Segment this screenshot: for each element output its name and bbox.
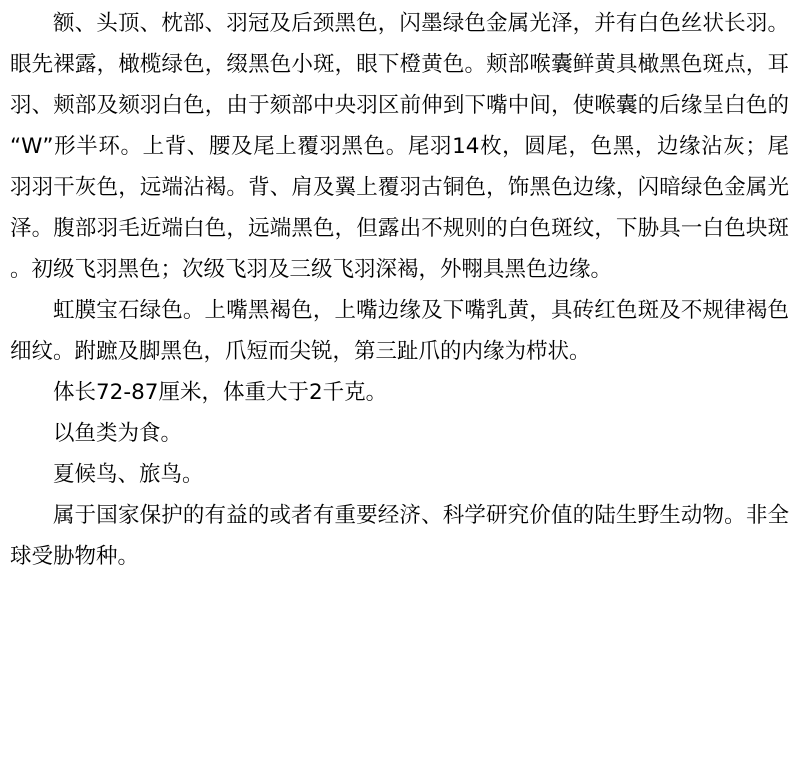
paragraph-diet: 以鱼类为食。	[53, 421, 183, 446]
paragraph-iris-bill-feet: 虹膜宝石绿色。上嘴黑褐色，上嘴边缘及下嘴乳黄，具砖红色斑及不规律褐色细纹。跗蹠及脚黑色，爪短而尖锐，第三趾爪的内缘为栉状。	[10, 298, 789, 364]
paragraph-size: 体长72-87厘米，体重大于2千克。	[53, 380, 388, 405]
paragraph-protection-status: 属于国家保护的有益的或者有重要经济、科学研究价值的陆生野生动物。非全球受胁物种。	[10, 503, 789, 569]
document-body	[10, 3, 789, 577]
paragraph-residency: 夏候鸟、旅鸟。	[53, 462, 204, 487]
paragraph-plumage: 额、头顶、枕部、羽冠及后颈黑色，闪墨绿色金属光泽，并有白色丝状长羽。眼先裸露，橄榄绿色，缀黑色小斑，眼下橙黄色。颊部喉囊鲜黄具橄黑色斑点，耳羽、颊部及颏羽白色，由于颏部中央羽区前伸到下嘴中间，使喉囊的后缘呈白色的“W”形半环。上背、腰及尾上覆羽黑色。尾羽14枚，圆尾，色黑，边缘沾灰；尾羽羽干灰色，远端沾褐。背、肩及翼上覆羽古铜色，饰黑色边缘，闪暗绿色金属光泽。腹部羽毛近端白色，远端黑色，但露出不规则的白色斑纹，下胁具一白色块斑。初级飞羽黑色；次级飞羽及三级飞羽深褐，外翈具黑色边缘。	[10, 11, 789, 282]
